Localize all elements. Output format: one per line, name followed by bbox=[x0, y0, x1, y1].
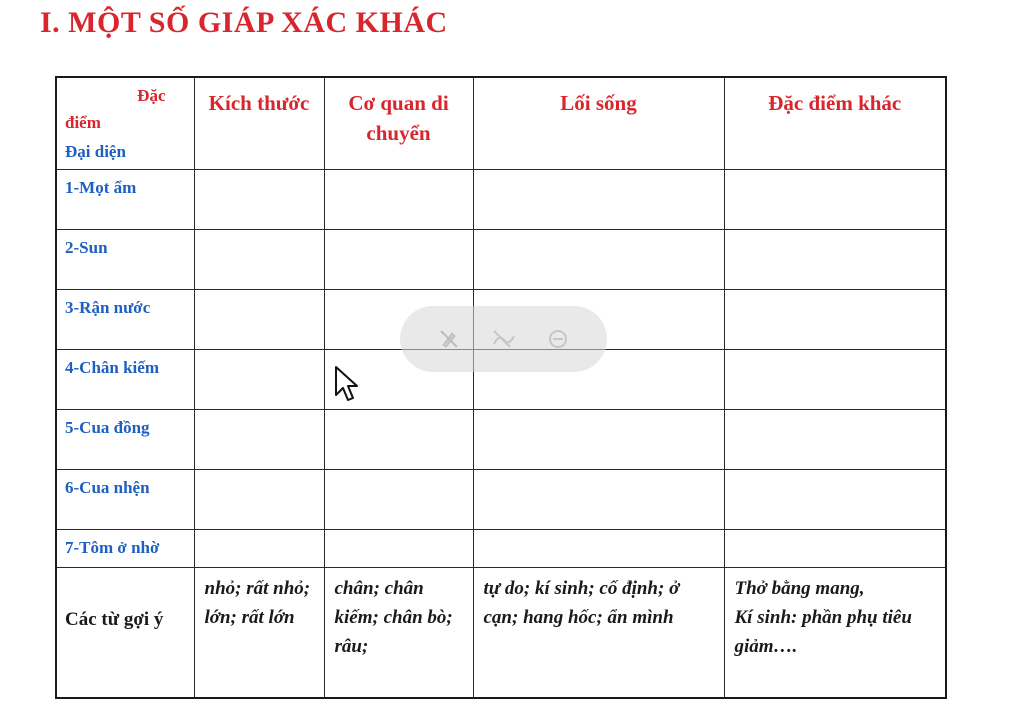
table-cell[interactable] bbox=[724, 469, 945, 529]
corner-header-trait: Đặc bbox=[137, 86, 166, 105]
table-row bbox=[57, 529, 945, 567]
table-cell[interactable] bbox=[724, 289, 945, 349]
table-row bbox=[57, 229, 945, 289]
header-other-traits: Đặc điểm khác bbox=[724, 78, 945, 169]
row-label: 4-Chân kiếm bbox=[57, 349, 194, 409]
table-cell[interactable] bbox=[194, 229, 324, 289]
table-cell[interactable] bbox=[473, 169, 724, 229]
table-cell[interactable] bbox=[724, 529, 945, 567]
hint-movement: chân; chân kiếm; chân bò; râu; bbox=[324, 567, 473, 697]
table-cell[interactable] bbox=[724, 349, 945, 409]
hint-lifestyle: tự do; kí sinh; cố định; ở cạn; hang hốc; ẩn mình bbox=[473, 567, 724, 697]
hint-size: nhỏ; rất nhỏ; lớn; rất lớn bbox=[194, 567, 324, 697]
row-label: 7-Tôm ở nhờ bbox=[57, 529, 194, 567]
row-label: 5-Cua đồng bbox=[57, 409, 194, 469]
row-label: 2-Sun bbox=[57, 229, 194, 289]
table-cell[interactable] bbox=[194, 409, 324, 469]
hint-row-label: Các từ gợi ý bbox=[57, 567, 194, 697]
table-row bbox=[57, 469, 945, 529]
table-cell[interactable] bbox=[473, 229, 724, 289]
row-label: 6-Cua nhện bbox=[57, 469, 194, 529]
hint-row bbox=[57, 567, 945, 697]
table-cell[interactable] bbox=[324, 409, 473, 469]
table-cell[interactable] bbox=[194, 469, 324, 529]
table-cell[interactable] bbox=[324, 229, 473, 289]
table-cell[interactable] bbox=[473, 529, 724, 567]
table-cell[interactable] bbox=[324, 169, 473, 229]
row-label: 1-Mọt ẩm bbox=[57, 169, 194, 229]
table-cell[interactable] bbox=[194, 289, 324, 349]
table-cell[interactable] bbox=[724, 409, 945, 469]
eraser-icon[interactable] bbox=[544, 325, 572, 353]
hint-other-traits bbox=[724, 567, 945, 697]
table-cell[interactable] bbox=[473, 409, 724, 469]
table-cell[interactable] bbox=[194, 529, 324, 567]
corner-header bbox=[57, 78, 194, 169]
table-cell[interactable] bbox=[324, 529, 473, 567]
annotation-toolbar bbox=[400, 306, 607, 372]
hint-other-line1: Thở bằng mang, bbox=[734, 577, 865, 599]
corner-header-trait-cont: điểm bbox=[65, 113, 101, 132]
classification-table bbox=[55, 76, 947, 699]
page-title: I. MỘT SỐ GIÁP XÁC KHÁC bbox=[40, 6, 448, 39]
corner-header-representative: Đại diện bbox=[65, 142, 126, 161]
table-cell[interactable] bbox=[194, 349, 324, 409]
table-row bbox=[57, 409, 945, 469]
hint-other-line2: Kí sinh: phần phụ tiêu giảm…. bbox=[734, 606, 912, 657]
arrow-cursor-icon bbox=[334, 365, 360, 405]
marker-off-icon[interactable] bbox=[489, 325, 517, 353]
header-size: Kích thước bbox=[194, 78, 324, 169]
table-cell[interactable] bbox=[324, 469, 473, 529]
header-lifestyle: Lối sống bbox=[473, 78, 724, 169]
table-cell[interactable] bbox=[473, 469, 724, 529]
header-movement: Cơ quan di chuyển bbox=[324, 78, 473, 169]
row-label: 3-Rận nước bbox=[57, 289, 194, 349]
pen-off-icon[interactable] bbox=[435, 325, 463, 353]
table-row bbox=[57, 169, 945, 229]
table-cell[interactable] bbox=[724, 229, 945, 289]
table-cell[interactable] bbox=[194, 169, 324, 229]
table-cell[interactable] bbox=[724, 169, 945, 229]
